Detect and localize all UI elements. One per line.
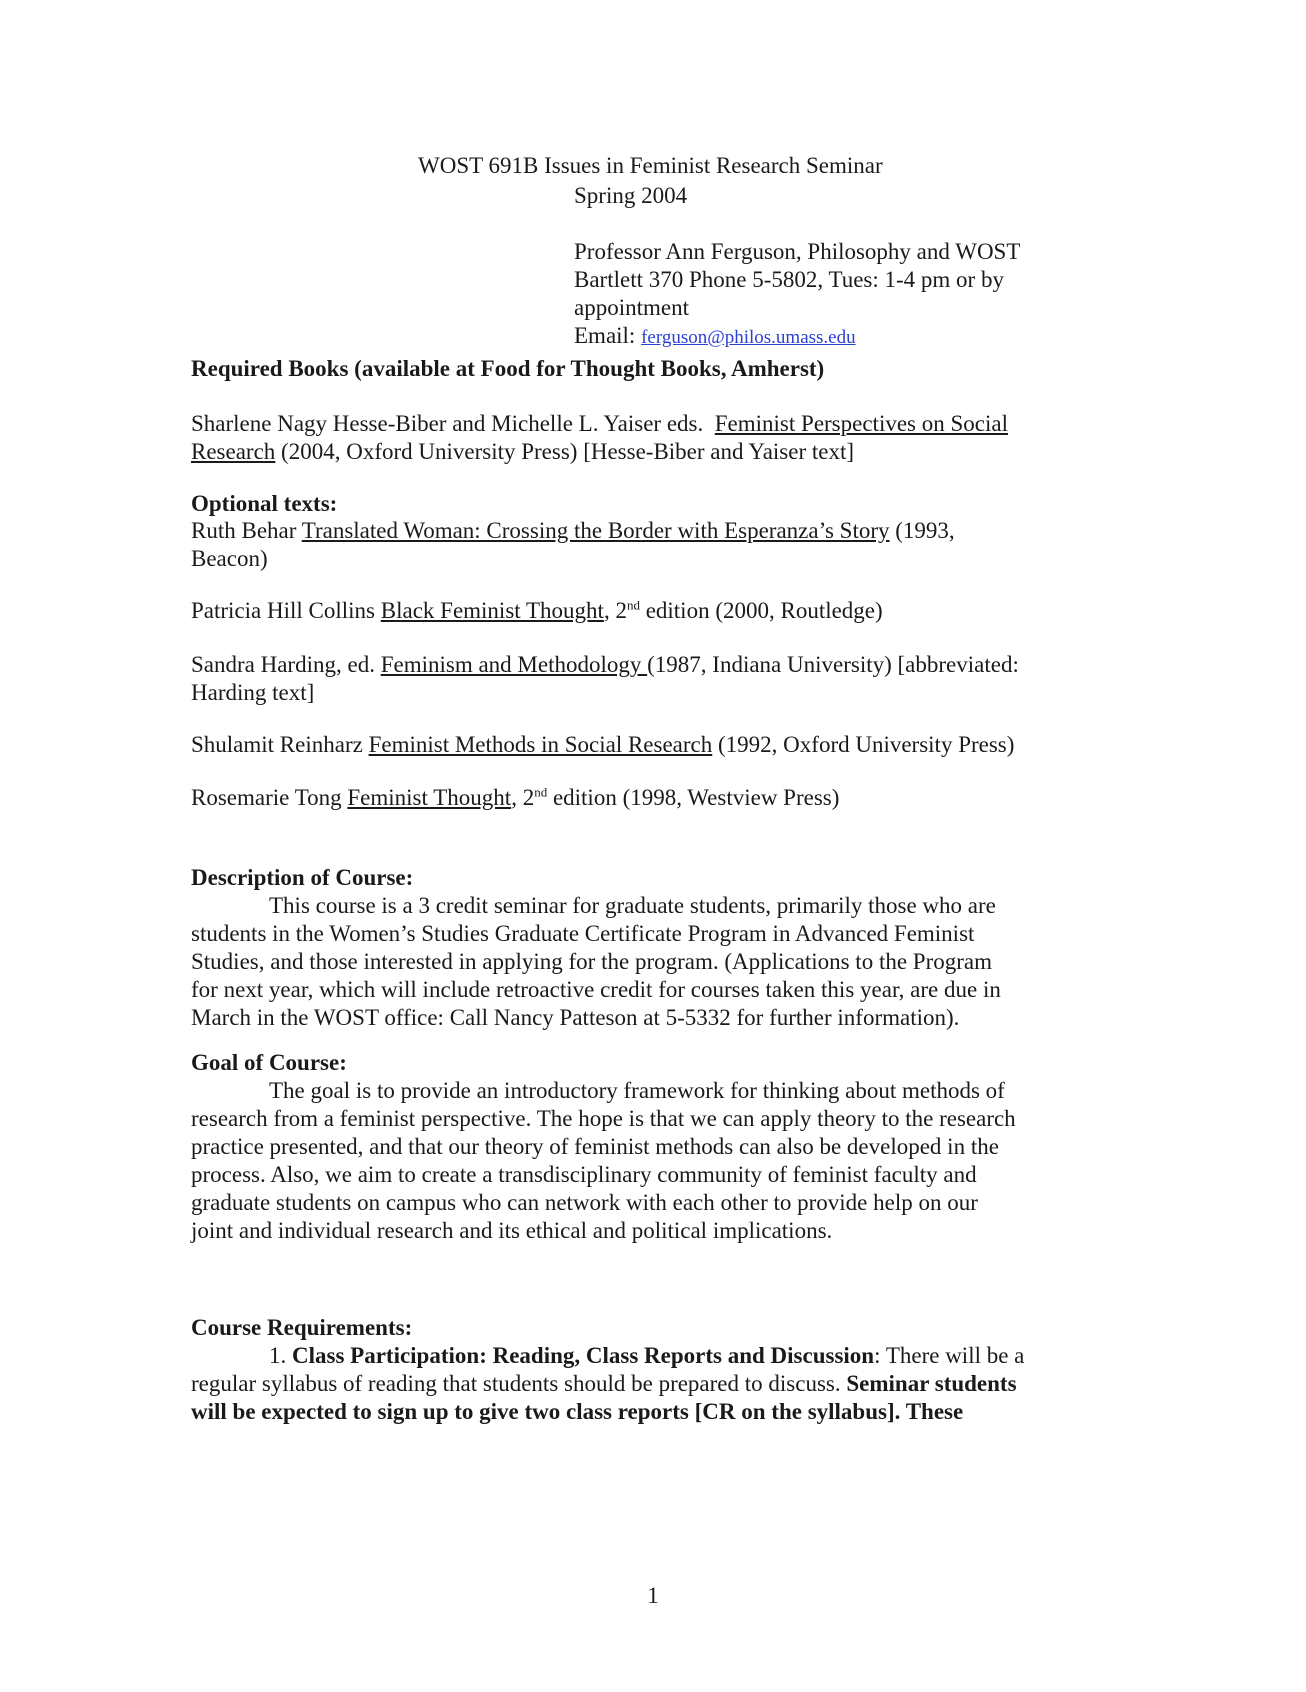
page-number: 1 xyxy=(647,1583,659,1608)
requirements-section xyxy=(191,1314,1121,1426)
optional-texts-heading: Optional texts: xyxy=(191,491,338,516)
edition-number: , 2 xyxy=(603,598,627,623)
description-line: March in the WOST office: Call Nancy Patteson at 5-5332 for further information). xyxy=(191,1005,960,1030)
requirements-heading: Course Requirements: xyxy=(191,1315,413,1340)
book-title: Feminist Perspectives on Social xyxy=(714,411,1008,436)
course-title: WOST 691B Issues in Feminist Research Seminar xyxy=(418,153,883,178)
book-title: Feminist Thought xyxy=(347,785,512,810)
office-hours-cont: appointment xyxy=(574,295,689,320)
description-line: Studies, and those interested in applying for the program. (Applications to the Program xyxy=(191,949,993,974)
required-book-1 xyxy=(191,410,1121,466)
requirement-text: : There will be a xyxy=(874,1343,1025,1368)
description-heading: Description of Course: xyxy=(191,865,414,890)
email-line xyxy=(574,322,1094,352)
edition-suffix: nd xyxy=(626,597,640,613)
goal-line: joint and individual research and its ethical and political implications. xyxy=(191,1218,833,1243)
goal-line: process. Also, we aim to create a transdisciplinary community of feminist faculty and xyxy=(191,1162,977,1187)
book-author: Shulamit Reinharz xyxy=(191,732,369,757)
optional-book-collins xyxy=(191,597,1121,625)
book-details: (1987, Indiana University) [abbreviated: xyxy=(647,652,1019,677)
goal-line: graduate students on campus who can network with each other to provide help on our xyxy=(191,1190,978,1215)
book-author: Sandra Harding, ed. xyxy=(191,652,381,677)
professor-info xyxy=(574,238,1094,352)
goal-heading: Goal of Course: xyxy=(191,1050,347,1075)
description-line: students in the Women’s Studies Graduate Certificate Program in Advanced Feminist xyxy=(191,921,975,946)
required-books-heading: Required Books (available at Food for Thought Books, Amherst) xyxy=(191,356,825,381)
semester: Spring 2004 xyxy=(574,183,688,208)
book-details-cont: Beacon) xyxy=(191,546,268,571)
optional-book-reinharz xyxy=(191,731,1121,759)
book-author: Rosemarie Tong xyxy=(191,785,348,810)
goal-section xyxy=(191,1049,1121,1245)
book-title-cont: Research xyxy=(191,439,276,464)
description-line: This course is a 3 credit seminar for graduate students, primarily those who are xyxy=(269,893,996,918)
optional-book-tong xyxy=(191,784,1121,812)
requirement-title: Class Participation: Reading, Class Reports and Discussion xyxy=(292,1343,875,1368)
book-author: Patricia Hill Collins xyxy=(191,598,381,623)
description-line: for next year, which will include retroactive credit for courses taken this year, are due in xyxy=(191,977,1001,1002)
requirement-emphasis: will be expected to sign up to give two class reports [CR on the syllabus]. These xyxy=(191,1399,964,1424)
requirement-emphasis: Seminar students xyxy=(846,1371,1017,1396)
book-details: edition (2000, Routledge) xyxy=(639,598,883,623)
goal-line: The goal is to provide an introductory framework for thinking about methods of xyxy=(269,1078,1005,1103)
book-author: Ruth Behar xyxy=(191,518,302,543)
book-title: Translated Woman: Crossing the Border with Esperanza’s Story xyxy=(301,518,890,543)
edition-number: , 2 xyxy=(511,785,535,810)
office-hours: Bartlett 370 Phone 5-5802, Tues: 1-4 pm or by xyxy=(574,267,1004,292)
description-section xyxy=(191,864,1121,1032)
book-details: (1992, Oxford University Press) xyxy=(712,732,1015,757)
optional-book-behar xyxy=(191,517,1121,573)
goal-line: practice presented, and that our theory of feminist methods can also be developed in the xyxy=(191,1134,999,1159)
book-details: (1993, xyxy=(889,518,955,543)
book-details: (2004, Oxford University Press) [Hesse-Biber and Yaiser text] xyxy=(275,439,855,464)
goal-line: research from a feminist perspective. The hope is that we can apply theory to the research xyxy=(191,1106,1016,1131)
email-link[interactable]: ferguson@philos.umass.edu xyxy=(641,327,856,348)
optional-book-harding xyxy=(191,651,1121,707)
book-details: edition (1998, Westview Press) xyxy=(547,785,840,810)
requirement-text: regular syllabus of reading that students should be prepared to discuss. xyxy=(191,1371,847,1396)
book-authors: Sharlene Nagy Hesse-Biber and Michelle L. Yaiser eds. xyxy=(191,411,704,436)
book-details-cont: Harding text] xyxy=(191,680,315,705)
professor-name: Professor Ann Ferguson, Philosophy and WOST xyxy=(574,239,1021,264)
email-label: Email: xyxy=(574,323,642,348)
edition-suffix: nd xyxy=(534,784,548,800)
book-title: Feminism and Methodology xyxy=(380,652,648,677)
book-title: Black Feminist Thought xyxy=(380,598,604,623)
book-title: Feminist Methods in Social Research xyxy=(368,732,713,757)
requirement-number: 1. xyxy=(269,1343,292,1368)
